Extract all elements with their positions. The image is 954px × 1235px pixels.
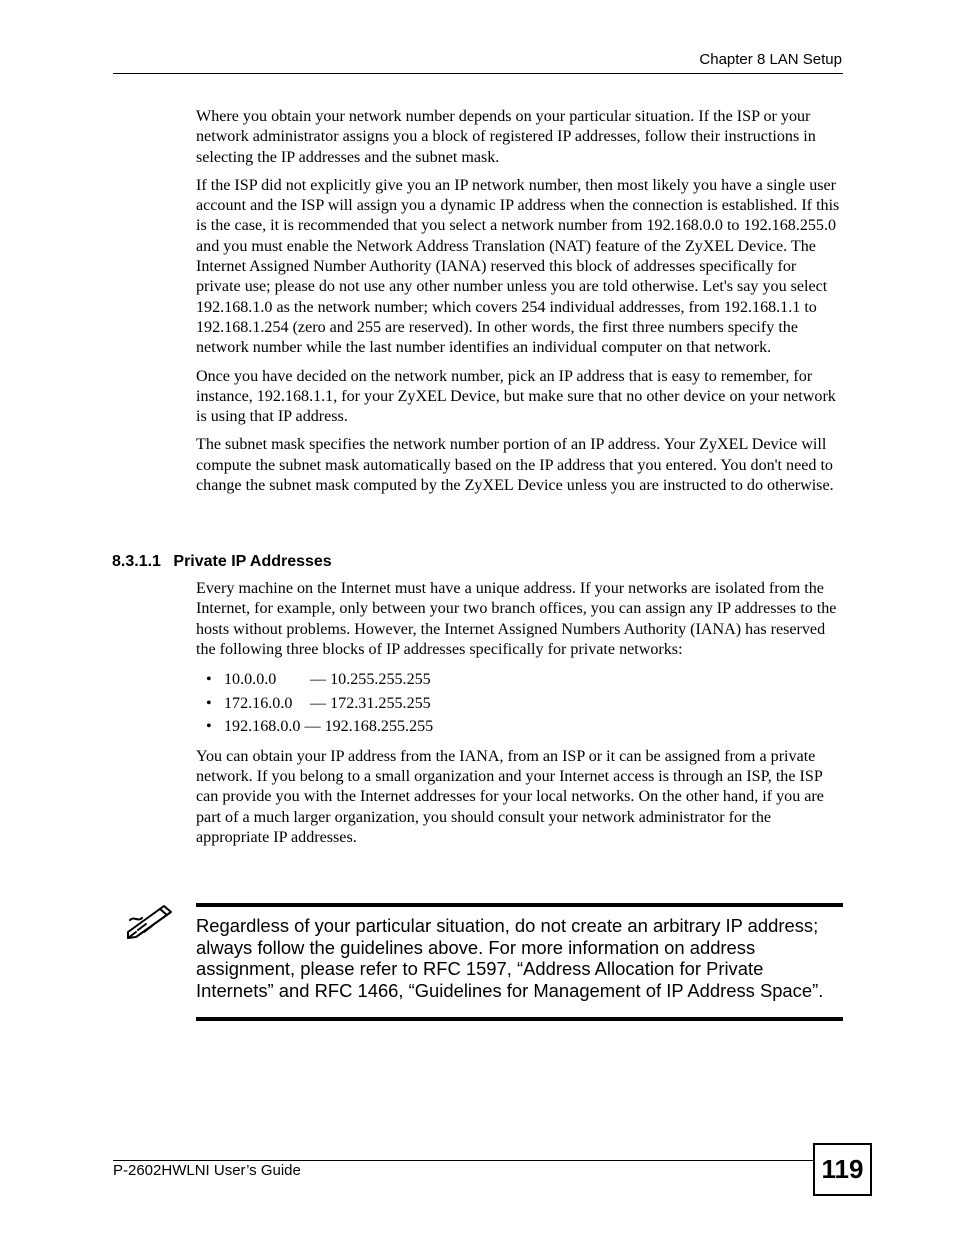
section-title: Private IP Addresses [173,553,332,570]
list-item [196,715,844,739]
range-end: — 192.168.255.255 [304,718,434,736]
footer-divider [113,1160,813,1161]
section-paragraph: Every machine on the Internet must have a unique address. If your networks are isolated from the Internet, for example, only between your two branch offices, you can assign any IP addresses to the hosts without problems. However, the Internet Assigned Numbers Authority (IANA) has reserved the following three blocks of IP addresses specifically for private networks: [196,580,837,658]
intro-paragraph: If the ISP did not explicitly give you an IP network number, then most likely you have a single user account and the ISP will assign you a dynamic IP address when the connection is established. If this is the case, it is recommended that you select a network number from 192.168.0.0 to 192.168.255.0 and you must enable the Network Address Translation (NAT) feature of the ZyXEL Device. The Internet Assigned Number Authority (IANA) reserved this block of addresses specifically for private use; please do not use any other number unless you are told otherwise. Let's say you select 192.168.1.0 as the network number; which covers 254 individual addresses, from 192.168.1.1 to 192.168.1.254 (zero and 255 are reserved). In other words, the first three numbers specify the network number while the last number identifies an individual computer on that network. [196,176,840,357]
list-item [196,668,844,692]
section-paragraph: You can obtain your IP address from the IANA, from an ISP or it can be assigned from a private network. If you belong to a small organization and your Internet access is through an ISP, the ISP can provide you with the Internet addresses for your local networks. On the other hand, if you are part of a much larger organization, you should consult your network administrator for the appropriate IP addresses. [196,747,824,846]
range-end: — 172.31.255.255 [310,694,431,712]
page-number: 119 [813,1143,872,1196]
private-ip-section [196,579,844,856]
intro-paragraph: Where you obtain your network number depends on your particular situation. If the ISP or your network administrator assigns you a block of registered IP addresses, follow their instructions in selecting the IP addresses and the subnet mask. [196,108,816,166]
list-item [196,692,844,716]
range-start: 192.168.0.0 [224,718,301,736]
header-divider [113,73,843,74]
guide-title: P-2602HWLNI User’s Guide [113,1162,301,1179]
section-number: 8.3.1.1 [112,553,161,570]
note-text: Regardless of your particular situation, do not create an arbitrary IP address; always follow the guidelines above. For more information on address assignment, please refer to RFC 1597, “Address Allocation for Private Internets” and RFC 1466, “Guidelines for Management of IP Address Space”. [196,915,824,1001]
range-start: 10.0.0.0 [224,671,277,689]
range-end: — 10.255.255.255 [310,671,431,689]
pencil-note-icon [124,900,176,940]
section-heading [112,553,332,571]
note-top-rule [196,903,843,907]
range-start: 172.16.0.0 [224,694,293,712]
bullet: • [206,671,212,689]
chapter-header: Chapter 8 LAN Setup [699,51,842,68]
note-bottom-rule [196,1017,843,1021]
bullet: • [206,694,212,712]
intro-section [196,107,844,504]
ip-range-list [196,668,844,739]
bullet: • [206,718,212,736]
intro-paragraph: Once you have decided on the network number, pick an IP address that is easy to remember, for instance, 192.168.1.1, for your ZyXEL Device, but make sure that no other device on your network is using that IP address. [196,367,836,426]
intro-paragraph: The subnet mask specifies the network number portion of an IP address. Your ZyXEL Device will compute the subnet mask automatically based on the IP address that you entered. You don't need to change the subnet mask computed by the ZyXEL Device unless you are instructed to do otherwise. [196,436,834,495]
